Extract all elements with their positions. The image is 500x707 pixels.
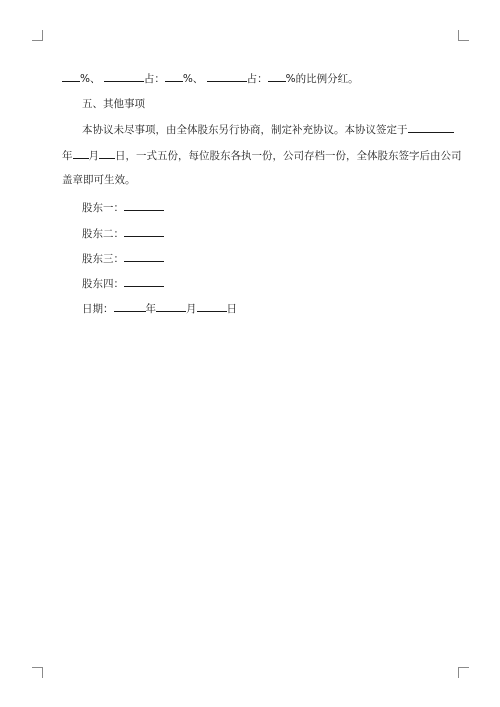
blank-field	[207, 70, 247, 82]
ratio-text: 占：	[246, 73, 268, 85]
corner-mark-bottom-left	[32, 667, 43, 678]
shareholder-line: 股东一：	[82, 199, 462, 215]
section-heading: 五、其他事项	[82, 98, 145, 110]
blank-field	[197, 300, 227, 312]
ratio-text: %、	[182, 73, 204, 85]
corner-mark-top-right	[458, 30, 469, 41]
paragraph-line-1: 本协议未尽事项，由全体股东另行协商，制定补充协议。本协议签定于	[82, 121, 462, 137]
ratio-text: 占：	[143, 73, 165, 85]
shareholder-line: 股东四：	[82, 275, 462, 291]
blank-field	[408, 121, 454, 133]
blank-field	[99, 147, 115, 159]
ratio-text: %的比例分红。	[285, 73, 359, 85]
blank-field	[104, 70, 144, 82]
shareholder-line: 股东二：	[82, 225, 462, 241]
ratio-line	[62, 70, 442, 86]
blank-field	[124, 199, 164, 211]
paragraph-line-3: 盖章即可生效。	[62, 174, 136, 186]
blank-field	[124, 275, 164, 287]
blank-field	[62, 70, 80, 82]
blank-field	[165, 70, 183, 82]
corner-mark-top-left	[32, 30, 43, 41]
date-line: 日期： 年 月 日	[82, 300, 462, 316]
blank-field	[114, 300, 146, 312]
blank-field	[73, 147, 89, 159]
paragraph-line-2: 年 月 日，一式五份，每位股东各执一份，公司存档一份，全体股东签字后由公司	[62, 147, 442, 163]
ratio-text: %、	[80, 73, 101, 85]
blank-field	[124, 225, 164, 237]
blank-field	[268, 70, 286, 82]
shareholder-line: 股东三：	[82, 250, 462, 266]
blank-field	[124, 250, 164, 262]
corner-mark-bottom-right	[458, 667, 469, 678]
blank-field	[156, 300, 186, 312]
